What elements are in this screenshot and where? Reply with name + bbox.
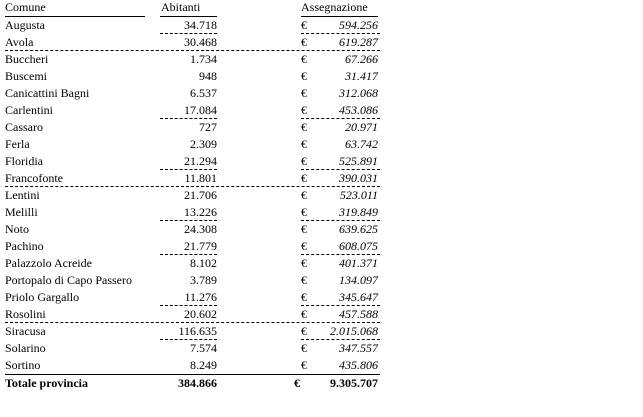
row-comune: Carlentini [5,103,53,117]
row-abitanti: 727 [199,120,217,134]
row-currency: € [301,86,307,100]
table-row [5,221,385,238]
table-row [5,306,385,323]
row-assegnazione: 312.068 [339,86,378,100]
row-comune: Buscemi [5,69,47,83]
table-row [5,272,385,289]
table-row [5,323,385,340]
row-abitanti: 20.602 [184,307,217,321]
row-assegnazione: 525.891 [339,154,378,168]
row-assegnazione: 608.075 [339,239,378,253]
row-abitanti: 21.294 [184,154,217,168]
row-comune: Palazzolo Acreide [5,256,92,270]
row-currency: € [301,358,307,372]
row-assegnazione: 453.086 [339,103,378,117]
table-row [5,85,385,102]
table-row [5,102,385,119]
header-abitanti: Abitanti [161,0,201,14]
row-abitanti: 6.537 [190,86,217,100]
row-comune: Ferla [5,137,30,151]
table-row [5,34,385,51]
row-comune: Floridia [5,154,43,168]
row-currency: € [301,188,307,202]
row-comune: Solarino [5,341,46,355]
row-assegnazione: 67.266 [345,52,378,66]
allocation-table [5,0,385,393]
row-currency: € [301,256,307,270]
row-abitanti: 8.249 [190,358,217,372]
row-assegnazione: 401.371 [339,256,378,270]
row-currency: € [301,324,307,338]
row-assegnazione: 134.097 [339,273,378,287]
row-currency: € [301,154,307,168]
table-row [5,68,385,85]
row-currency: € [301,239,307,253]
row-assegnazione: 319.849 [339,205,378,219]
table-row [5,204,385,221]
row-currency: € [301,273,307,287]
row-currency: € [301,171,307,185]
row-comune: Priolo Gargallo [5,290,80,304]
row-abitanti: 13.226 [184,205,217,219]
table-row [5,153,385,170]
row-abitanti: 21.779 [184,239,217,253]
row-comune: Lentini [5,188,40,202]
row-assegnazione: 63.742 [345,137,378,151]
row-abitanti: 11.276 [184,290,217,304]
row-comune: Canicattini Bagni [5,86,90,100]
row-comune: Pachino [5,239,44,253]
row-comune: Avola [5,35,34,49]
table-row [5,357,385,374]
table-row [5,17,385,34]
row-currency: € [301,341,307,355]
row-assegnazione: 345.647 [339,290,378,304]
row-comune: Siracusa [5,324,46,338]
row-assegnazione: 457.588 [339,307,378,321]
table-total-row [5,374,385,393]
row-assegnazione: 20.971 [345,120,378,134]
table-row [5,51,385,68]
row-abitanti: 116.635 [178,324,217,338]
table-row [5,187,385,204]
row-abitanti: 21.706 [184,188,217,202]
table-row [5,119,385,136]
row-currency: € [301,120,307,134]
row-assegnazione: 31.417 [345,69,378,83]
table-row [5,238,385,255]
row-abitanti: 24.308 [184,222,217,236]
row-comune: Portopalo di Capo Passero [5,273,132,287]
row-abitanti: 34.718 [184,18,217,32]
row-assegnazione: 594.256 [339,18,378,32]
row-currency: € [301,52,307,66]
row-currency: € [301,69,307,83]
row-currency: € [301,205,307,219]
table-row [5,340,385,357]
total-currency: € [294,376,300,390]
table-row [5,289,385,306]
row-abitanti: 8.102 [190,256,217,270]
row-comune: Cassaro [5,120,43,134]
row-currency: € [301,103,307,117]
row-currency: € [301,35,307,49]
row-abitanti: 30.468 [184,35,217,49]
header-assegnazione: Assegnazione [301,0,368,14]
table-header [5,0,385,17]
row-assegnazione: 2.015.068 [330,324,378,338]
row-currency: € [301,290,307,304]
total-label: Totale provincia [5,376,89,390]
row-abitanti: 7.574 [190,341,217,355]
row-abitanti: 948 [199,69,217,83]
total-abitanti: 384.866 [178,376,217,390]
table-row [5,255,385,272]
row-assegnazione: 435.806 [339,358,378,372]
row-currency: € [301,307,307,321]
table-body [5,17,385,374]
row-assegnazione: 619.287 [339,35,378,49]
row-abitanti: 17.084 [184,103,217,117]
row-abitanti: 11.801 [184,171,217,185]
row-assegnazione: 639.625 [339,222,378,236]
row-assegnazione: 347.557 [339,341,378,355]
row-currency: € [301,222,307,236]
row-comune: Noto [5,222,29,236]
row-abitanti: 3.789 [190,273,217,287]
row-assegnazione: 390.031 [339,171,378,185]
row-currency: € [301,18,307,32]
header-comune: Comune [5,0,46,14]
row-comune: Augusta [5,18,45,32]
total-assegnazione: 9.305.707 [330,376,378,390]
row-comune: Melilli [5,205,38,219]
row-comune: Rosolini [5,307,46,321]
table-row [5,136,385,153]
row-comune: Buccheri [5,52,49,66]
row-comune: Sortino [5,358,41,372]
row-abitanti: 1.734 [190,52,217,66]
row-abitanti: 2.309 [190,137,217,151]
row-assegnazione: 523.011 [339,188,378,202]
table-row [5,170,385,187]
row-comune: Francofonte [5,171,63,185]
row-currency: € [301,137,307,151]
